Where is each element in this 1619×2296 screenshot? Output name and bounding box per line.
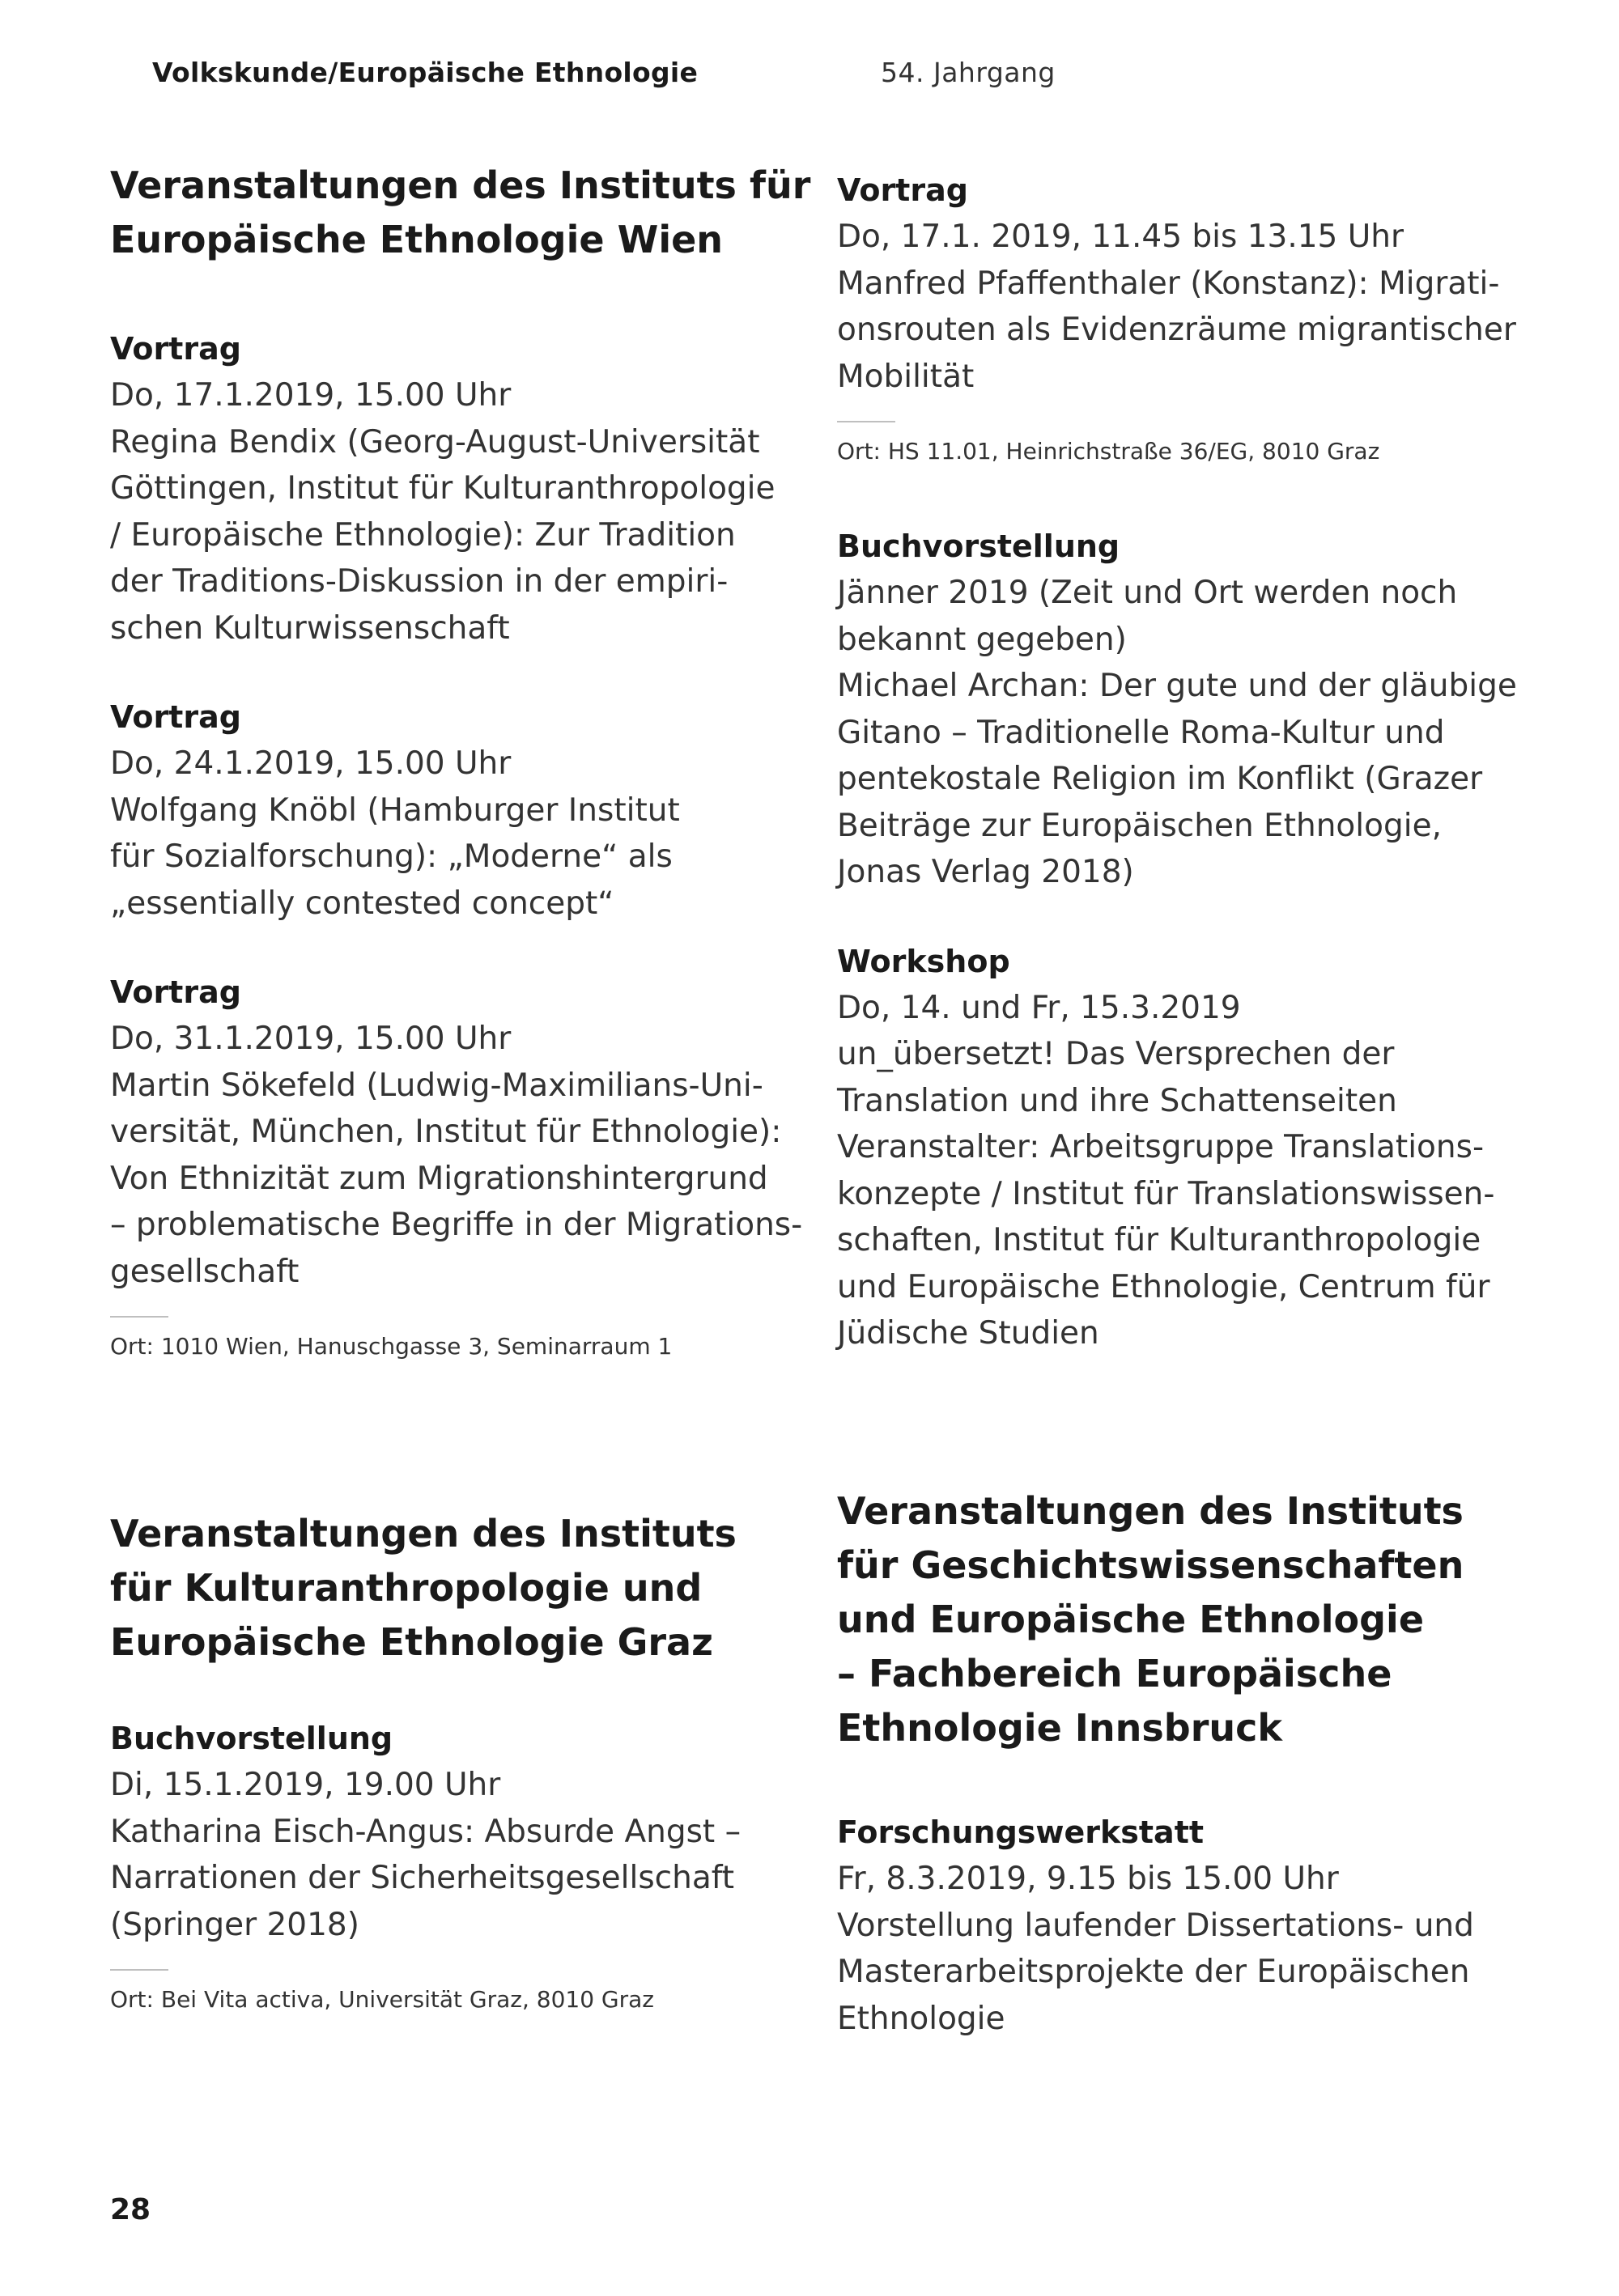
page-number: 28 bbox=[110, 2193, 151, 2226]
section-wien bbox=[110, 159, 839, 1364]
divider-rule bbox=[110, 1969, 168, 1971]
event-type: Vortrag bbox=[110, 331, 241, 367]
section-graz-continued bbox=[837, 167, 1566, 1357]
section-title: Veranstaltungen des Instituts für Europäische Ethnologie Wien bbox=[110, 163, 811, 261]
section-innsbruck bbox=[837, 1484, 1566, 2042]
divider-rule bbox=[110, 1316, 168, 1318]
event-details: Di, 15.1.2019, 19.00 Uhr Katharina Eisch-Angus: Absurde Angst – Narrationen der Sicherheitsgesellschaft (Springer 2018) bbox=[110, 1767, 742, 1943]
event-details: Do, 31.1.2019, 15.00 Uhr Martin Sökefeld (Ludwig-Maximilians-Uni- versität, München, Institut für Ethnologie): Von Ethnizität zum Migrationshintergrund – problematische Begriffe in der Migrations- gesellschaft bbox=[110, 1021, 803, 1290]
event-type: Forschungswerkstatt bbox=[837, 1814, 1205, 1850]
venue-note: Ort: HS 11.01, Heinrichstraße 36/EG, 8010 Graz bbox=[837, 438, 1380, 465]
event-details: Jänner 2019 (Zeit und Ort werden noch bekannt gegeben) Michael Archan: Der gute und der gläubige Gitano – Traditionelle Roma-Kultur und pentekostale Religion im Konflikt (Grazer Beiträge zur Europäischen Ethnologie, Jonas Verlag 2018) bbox=[837, 575, 1517, 890]
event-item bbox=[837, 938, 1566, 1357]
event-details: Fr, 8.3.2019, 9.15 bis 15.00 Uhr Vorstellung laufender Dissertations- und Masterarbeitsprojekte der Europäischen Ethnologie bbox=[837, 1861, 1474, 2037]
section-title: Veranstaltungen des Instituts für Geschichtswissenschaften und Europäische Ethnologie – Fachbereich Europäische Ethnologie Innsbruck bbox=[837, 1489, 1464, 1750]
event-item bbox=[837, 167, 1566, 400]
event-item bbox=[110, 694, 839, 927]
event-details: Do, 14. und Fr, 15.3.2019 un_übersetzt! Das Versprechen der Translation und ihre Schattenseiten Veranstalter: Arbeitsgruppe Translations- konzepte / Institut für Translationswissen- schaften, Institut für Kulturanthropologie und Europäische Ethnologie, Centrum für Jüdische Studien bbox=[837, 989, 1495, 1352]
event-type: Vortrag bbox=[837, 172, 968, 208]
venue-note: Ort: Bei Vita activa, Universität Graz, 8010 Graz bbox=[110, 1986, 654, 2013]
section-title: Veranstaltungen des Instituts für Kulturanthropologie und Europäische Ethnologie Graz bbox=[110, 1512, 737, 1664]
event-type: Buchvorstellung bbox=[110, 1721, 393, 1756]
event-item bbox=[110, 969, 839, 1295]
running-header-volume: 54. Jahrgang bbox=[881, 57, 1056, 88]
event-details: Do, 24.1.2019, 15.00 Uhr Wolfgang Knöbl (Hamburger Institut für Sozialforschung): „Moderne“ als „essentially contested concept“ bbox=[110, 745, 680, 922]
event-item bbox=[837, 1809, 1566, 2042]
event-item bbox=[110, 1715, 839, 1948]
event-type: Vortrag bbox=[110, 974, 241, 1010]
event-details: Do, 17.1. 2019, 11.45 bis 13.15 Uhr Manfred Pfaffenthaler (Konstanz): Migrati- onsrouten als Evidenzräume migrantischer Mobilität bbox=[837, 219, 1516, 395]
running-header-title: Volkskunde/Europäische Ethnologie bbox=[152, 57, 699, 88]
venue-note: Ort: 1010 Wien, Hanuschgasse 3, Seminarraum 1 bbox=[110, 1333, 673, 1360]
event-details: Do, 17.1.2019, 15.00 Uhr Regina Bendix (Georg-August-Universität Göttingen, Institut für Kulturanthropologie / Europäische Ethnologie): Zur Tradition der Traditions-Diskussion in der empiri- schen Kulturwissenschaft bbox=[110, 377, 776, 647]
divider-rule bbox=[837, 421, 895, 422]
event-type: Vortrag bbox=[110, 699, 241, 735]
event-type: Buchvorstellung bbox=[837, 528, 1120, 564]
event-type: Workshop bbox=[837, 943, 1010, 979]
section-graz bbox=[110, 1507, 839, 2018]
event-item bbox=[837, 523, 1566, 896]
event-item bbox=[110, 325, 839, 651]
